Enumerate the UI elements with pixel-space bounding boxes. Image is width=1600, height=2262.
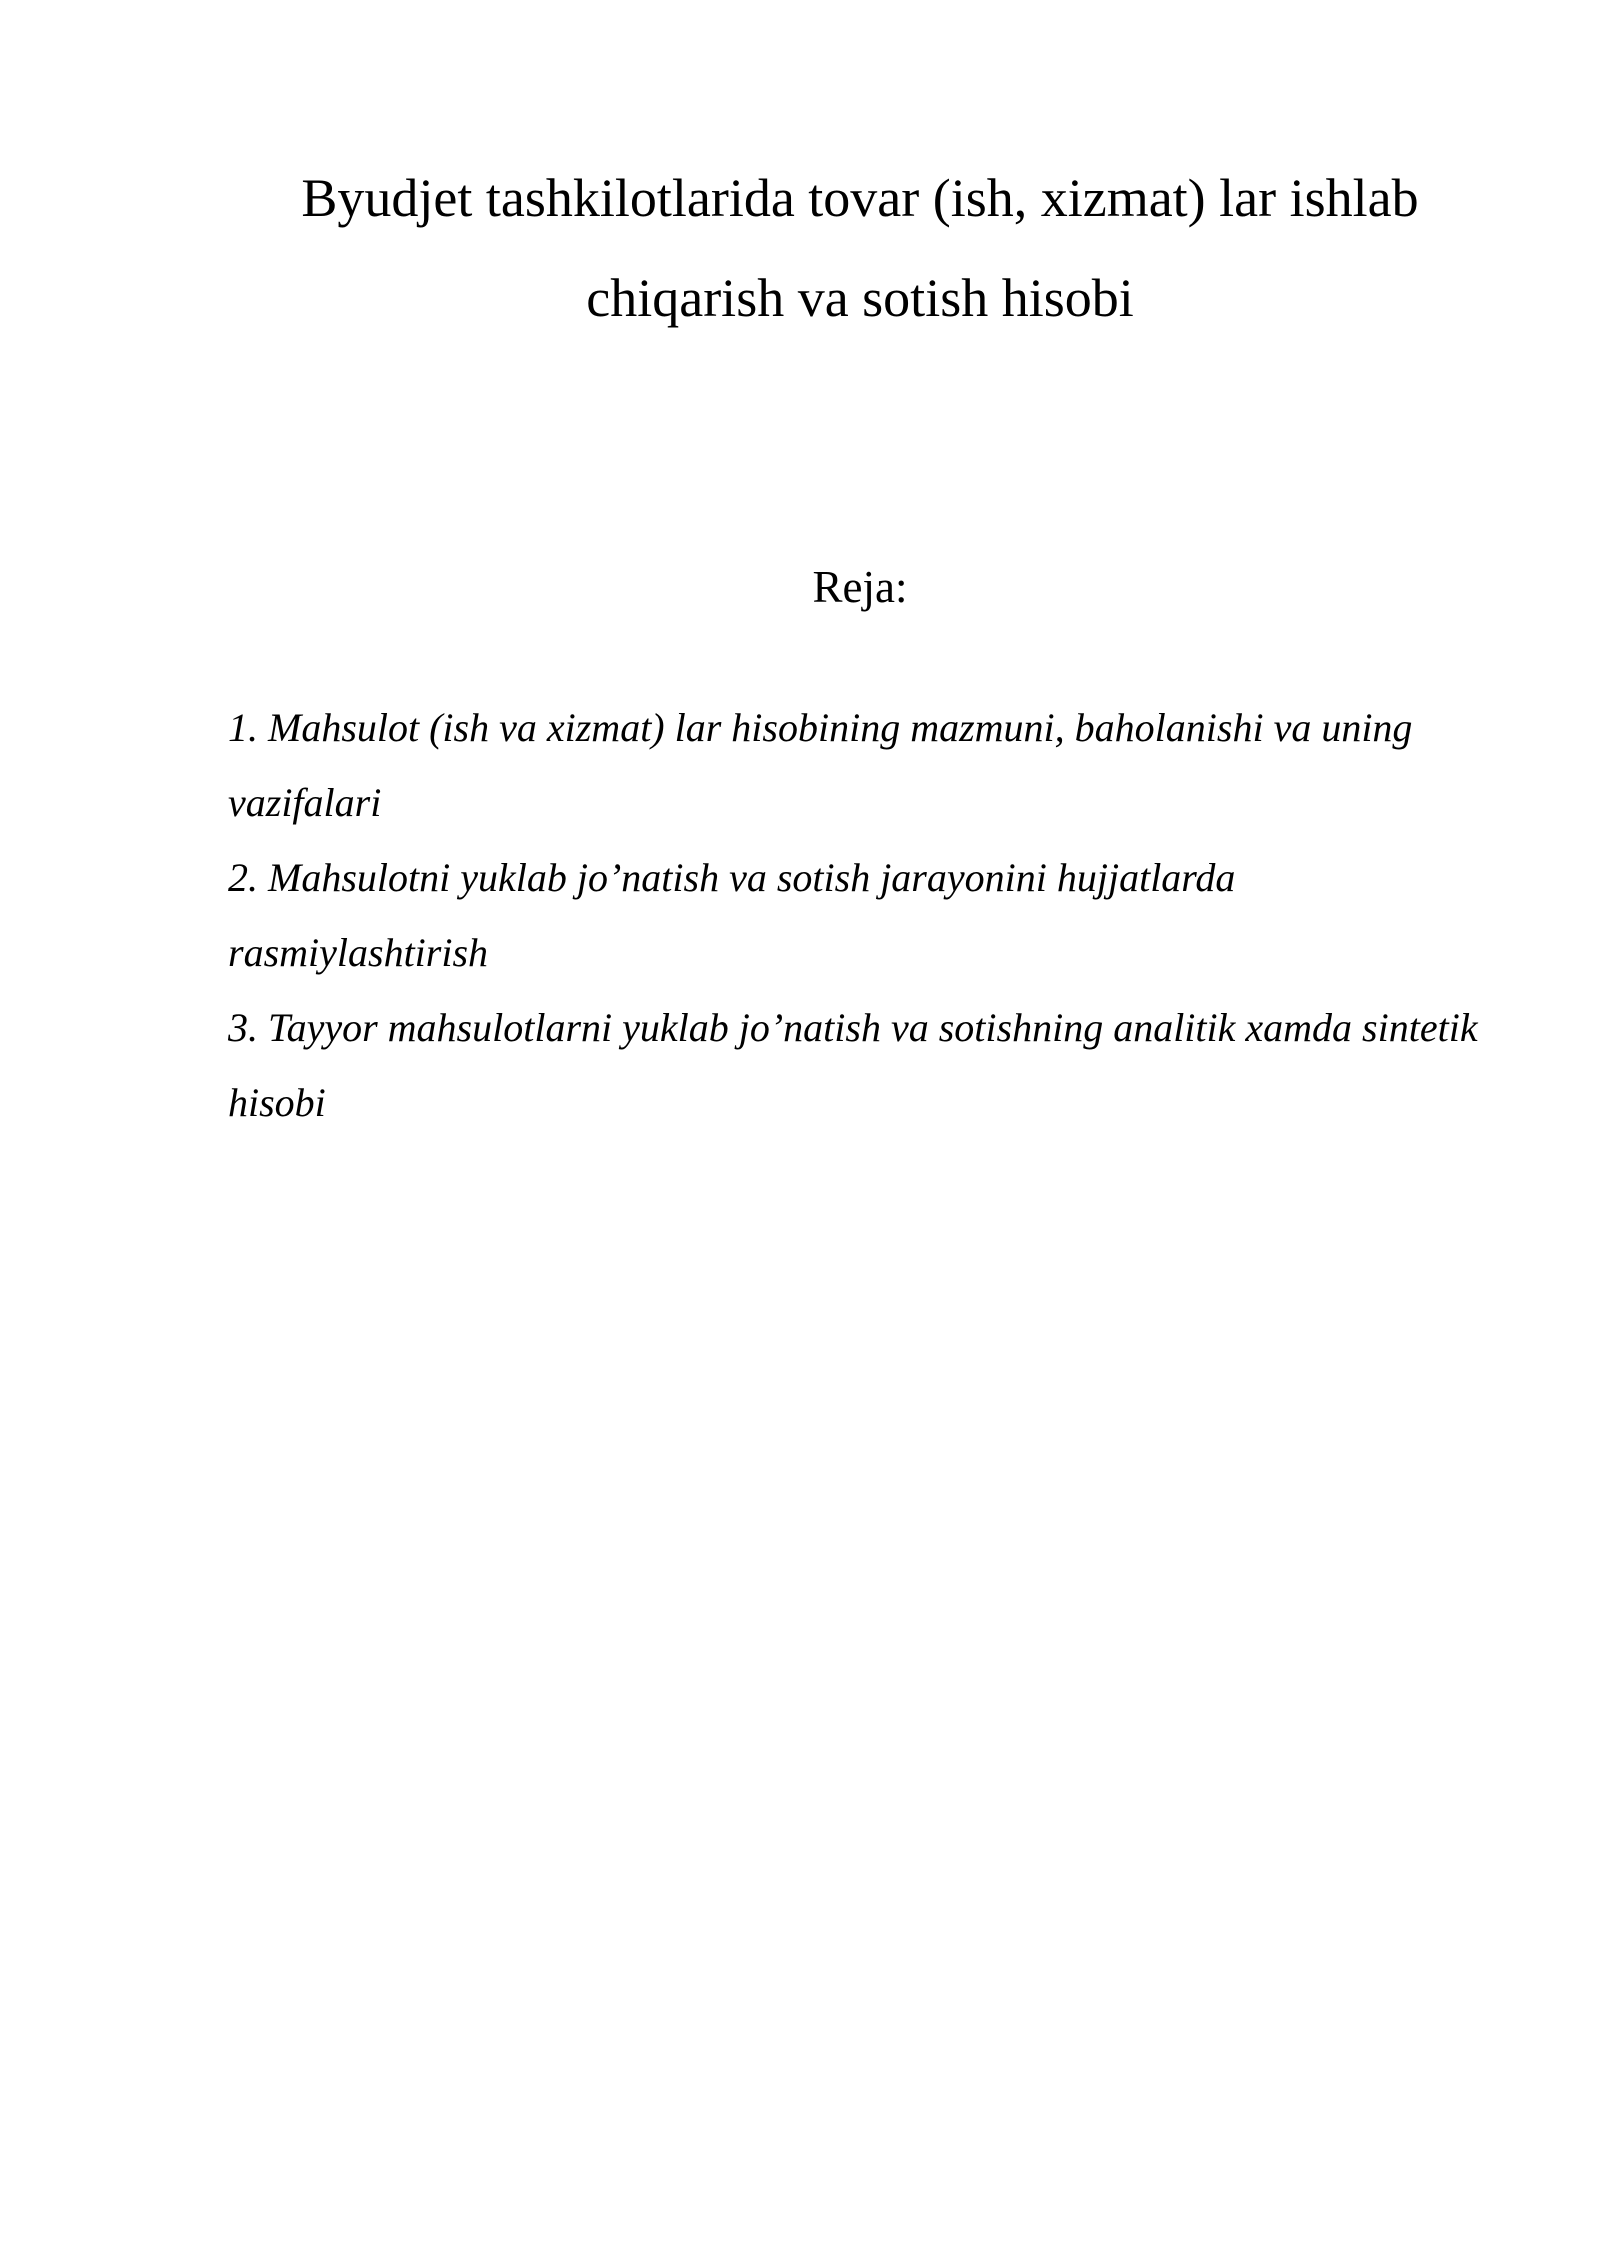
title-line-1: Byudjet tashkilotlarida tovar (ish, xizmat) lar ishlab (301, 168, 1419, 228)
plan-item-1: 1. Mahsulot (ish va xizmat) lar hisobining mazmuni, baholanishi va uning vazifalari (228, 705, 1413, 825)
plan-item-2: 2. Mahsulotni yuklab jo’natish va sotish jarayonini hujjatlarda rasmiylashtirish (228, 855, 1236, 975)
title-line-2: chiqarish va sotish hisobi (586, 268, 1134, 328)
plan-heading: Reja: (812, 562, 908, 612)
plan-list (228, 690, 1478, 1140)
plan-item-3: 3. Tayyor mahsulotlarni yuklab jo’natish va sotishning analitik xamda sintetik hisobi (228, 1005, 1478, 1125)
document-title (200, 148, 1520, 348)
